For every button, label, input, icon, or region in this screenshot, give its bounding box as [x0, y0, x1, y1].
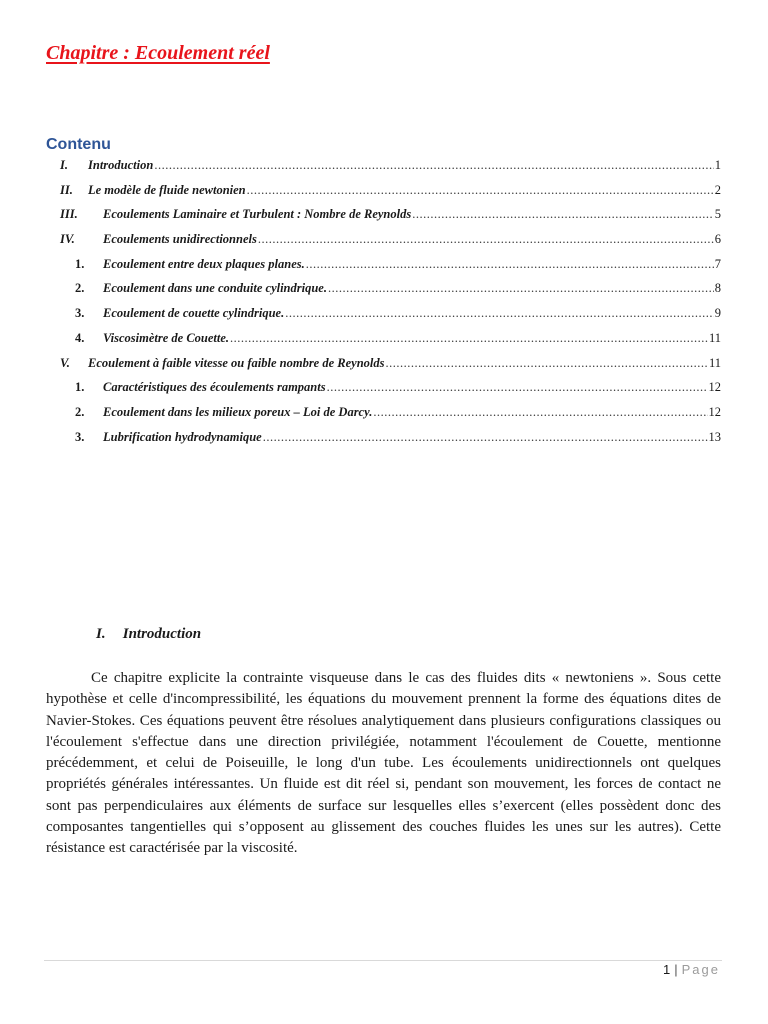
- page-footer: [663, 962, 720, 977]
- toc-entry-unidirectionnels[interactable]: [60, 232, 721, 257]
- toc-entry-page: 2: [714, 182, 721, 197]
- toc-leader-dots: [306, 257, 714, 272]
- toc-leader-dots: [285, 306, 714, 321]
- toc-entry-viscosimetre[interactable]: [60, 331, 721, 356]
- section-title: Introduction: [122, 626, 202, 642]
- toc-entry-number: II.: [60, 182, 73, 197]
- page-number: 1: [663, 962, 671, 977]
- toc-entry-number: 3.: [75, 306, 85, 321]
- toc-entry-title[interactable]: Ecoulements Laminaire et Turbulent : Nombre de Reynolds: [103, 207, 412, 222]
- toc-entry-rampants[interactable]: [60, 380, 721, 405]
- table-of-contents: [60, 158, 721, 454]
- toc-leader-dots: [154, 158, 713, 173]
- toc-entry-title[interactable]: Ecoulement de couette cylindrique.: [103, 306, 285, 321]
- toc-entry-page: 11: [708, 355, 721, 370]
- toc-entry-title[interactable]: Caractéristiques des écoulements rampants: [103, 380, 326, 395]
- toc-entry-conduite-cylindrique[interactable]: [60, 281, 721, 306]
- toc-entry-page: 8: [714, 281, 721, 296]
- toc-heading: Contenu: [46, 136, 111, 153]
- toc-entry-number: 1.: [75, 256, 85, 271]
- chapter-title: Chapitre : Ecoulement réel: [46, 42, 270, 64]
- toc-entry-title[interactable]: Ecoulements unidirectionnels: [103, 232, 257, 247]
- toc-entry-page: 1: [714, 158, 721, 172]
- toc-entry-introduction[interactable]: [60, 158, 721, 183]
- toc-entry-milieux-poreux[interactable]: [60, 405, 721, 430]
- toc-entry-number: V.: [60, 355, 70, 370]
- toc-entry-page: 11: [708, 330, 721, 345]
- toc-leader-dots: [230, 331, 708, 346]
- toc-entry-title[interactable]: Ecoulement à faible vitesse ou faible nombre de Reynolds: [88, 355, 385, 370]
- toc-entry-page: 6: [714, 232, 721, 247]
- toc-entry-laminaire-turbulent[interactable]: [60, 207, 721, 232]
- toc-entry-number: 2.: [75, 404, 85, 419]
- toc-leader-dots: [328, 281, 714, 296]
- toc-entry-fluide-newtonien[interactable]: [60, 183, 721, 208]
- toc-entry-number: III.: [60, 207, 78, 222]
- toc-entry-page: 12: [708, 404, 721, 419]
- toc-leader-dots: [386, 356, 708, 371]
- section-number: I.: [96, 626, 106, 642]
- footer-divider: [44, 960, 722, 961]
- toc-entry-couette-cylindrique[interactable]: [60, 306, 721, 331]
- toc-entry-number: 2.: [75, 281, 85, 296]
- toc-entry-lubrification[interactable]: [60, 430, 721, 455]
- toc-leader-dots: [247, 183, 714, 198]
- toc-entry-title[interactable]: Introduction: [88, 158, 154, 172]
- toc-leader-dots: [327, 380, 708, 395]
- page-label: Page: [681, 962, 720, 977]
- toc-entry-faible-vitesse[interactable]: [60, 356, 721, 381]
- toc-entry-title[interactable]: Ecoulement dans les milieux poreux – Loi de Darcy.: [103, 404, 373, 419]
- toc-entry-title[interactable]: Ecoulement dans une conduite cylindrique.: [103, 281, 327, 296]
- toc-entry-number: 4.: [75, 330, 85, 345]
- toc-leader-dots: [263, 430, 708, 445]
- toc-entry-title[interactable]: Lubrification hydrodynamique: [103, 429, 262, 444]
- toc-leader-dots: [258, 232, 714, 247]
- footer-separator: |: [674, 962, 678, 977]
- toc-entry-title[interactable]: Le modèle de fluide newtonien: [88, 182, 246, 197]
- toc-entry-page: 5: [714, 207, 721, 222]
- toc-entry-page: 13: [708, 429, 721, 444]
- section-heading-introduction: [96, 626, 201, 643]
- toc-entry-page: 12: [708, 380, 721, 395]
- toc-leader-dots: [373, 405, 707, 420]
- toc-entry-title[interactable]: Viscosimètre de Couette.: [103, 330, 230, 345]
- introduction-paragraph: Ce chapitre explicite la contrainte visqueuse dans le cas des fluides dits « newtoniens ». Sous cette hypothèse et celle d'incompressibilité, les équations du mouvement prennent la forme des équations dites de Navier-Stokes. Ces équations peuvent être résolues analytiquement dans plusieurs configurations classiques ou l'écoulement s'effectue dans une direction privilégiée, notamment l'écoulement de Couette, mentionne précédemment, et celui de Poiseuille, le long d'un tube. Les écoulements unidirectionnels ont quelques propriétés générales intéressantes. Un fluide est dit réel si, pendant son mouvement, les forces de contact ne sont pas perpendiculaires aux éléments de surface sur lesquelles elles s’exercent (elles possèdent donc des composantes tangentielles qui s’opposent au glissement des couches fluides les unes sur les autres). Cette résistance est caractérisée par la viscosité.: [46, 670, 721, 857]
- toc-entry-page: 9: [714, 306, 721, 321]
- toc-entry-number: 3.: [75, 429, 85, 444]
- toc-entry-number: 1.: [75, 380, 85, 395]
- toc-entry-number: I.: [60, 158, 68, 172]
- toc-entry-plaques-planes[interactable]: [60, 257, 721, 282]
- toc-entry-page: 7: [714, 256, 721, 271]
- toc-entry-title[interactable]: Ecoulement entre deux plaques planes.: [103, 256, 305, 271]
- toc-entry-number: IV.: [60, 232, 75, 247]
- toc-leader-dots: [412, 207, 714, 222]
